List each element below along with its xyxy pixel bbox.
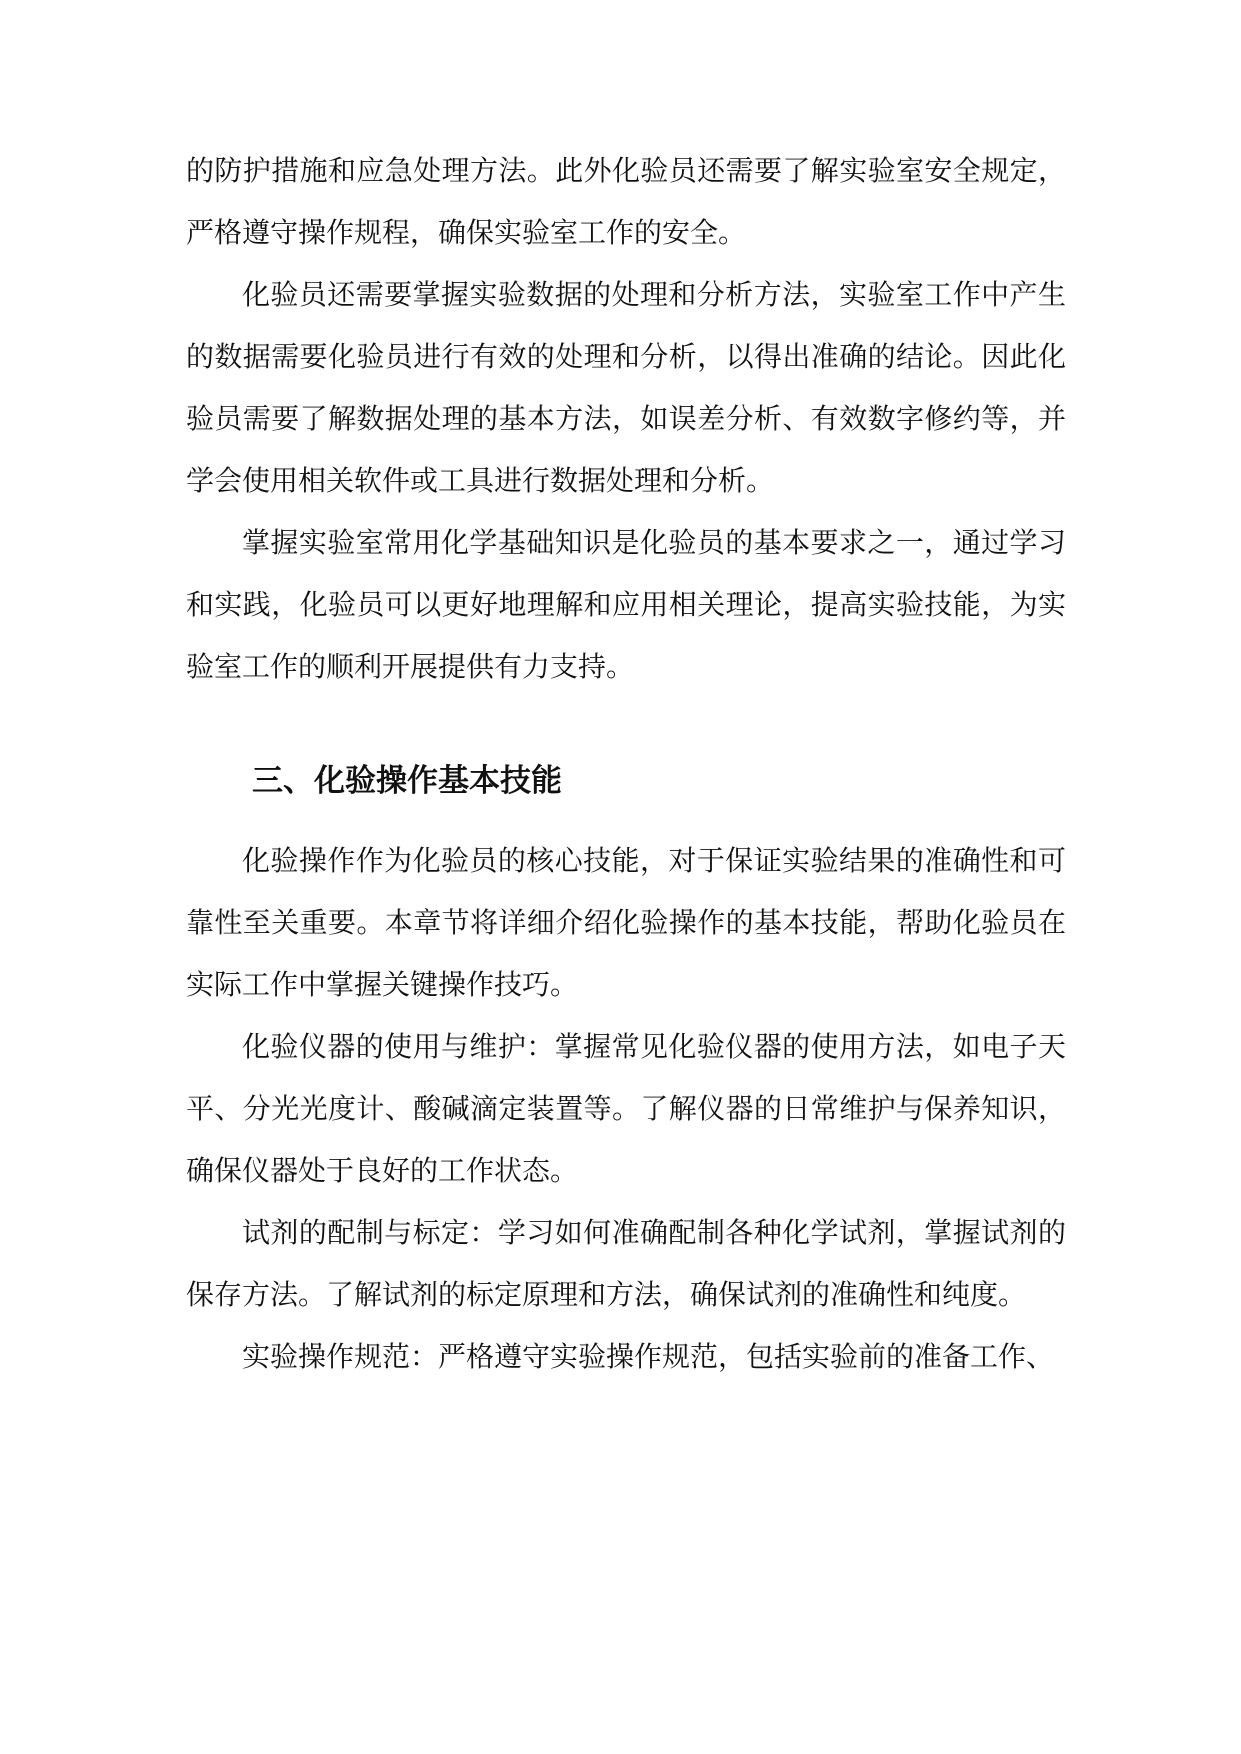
paragraph: 试剂的配制与标定：学习如何准确配制各种化学试剂，掌握试剂的保存方法。了解试剂的标定原理和方法，确保试剂的准确性和纯度。 (186, 1216, 1066, 1311)
page-content (186, 140, 1066, 1388)
section-heading: 三、化验操作基本技能 (252, 763, 562, 799)
paragraph: 化验员还需要掌握实验数据的处理和分析方法，实验室工作中产生的数据需要化验员进行有效的处理和分析，以得出准确的结论。因此化验员需要了解数据处理的基本方法，如误差分析、有效数字修约等，并学会使用相关软件或工具进行数据处理和分析。 (186, 278, 1066, 497)
paragraph: 实验操作规范：严格遵守实验操作规范，包括实验前的准备工作、 (242, 1340, 1055, 1373)
paragraph: 的防护措施和应急处理方法。此外化验员还需要了解实验室安全规定，严格遵守操作规程，确保实验室工作的安全。 (186, 154, 1066, 249)
paragraph: 化验仪器的使用与维护：掌握常见化验仪器的使用方法，如电子天平、分光光度计、酸碱滴定装置等。了解仪器的日常维护与保养知识，确保仪器处于良好的工作状态。 (186, 1030, 1066, 1187)
paragraph: 化验操作作为化验员的核心技能，对于保证实验结果的准确性和可靠性至关重要。本章节将详细介绍化验操作的基本技能，帮助化验员在实际工作中掌握关键操作技巧。 (186, 844, 1066, 1001)
paragraph: 掌握实验室常用化学基础知识是化验员的基本要求之一，通过学习和实践，化验员可以更好地理解和应用相关理论，提高实验技能，为实验室工作的顺利开展提供有力支持。 (186, 526, 1066, 683)
